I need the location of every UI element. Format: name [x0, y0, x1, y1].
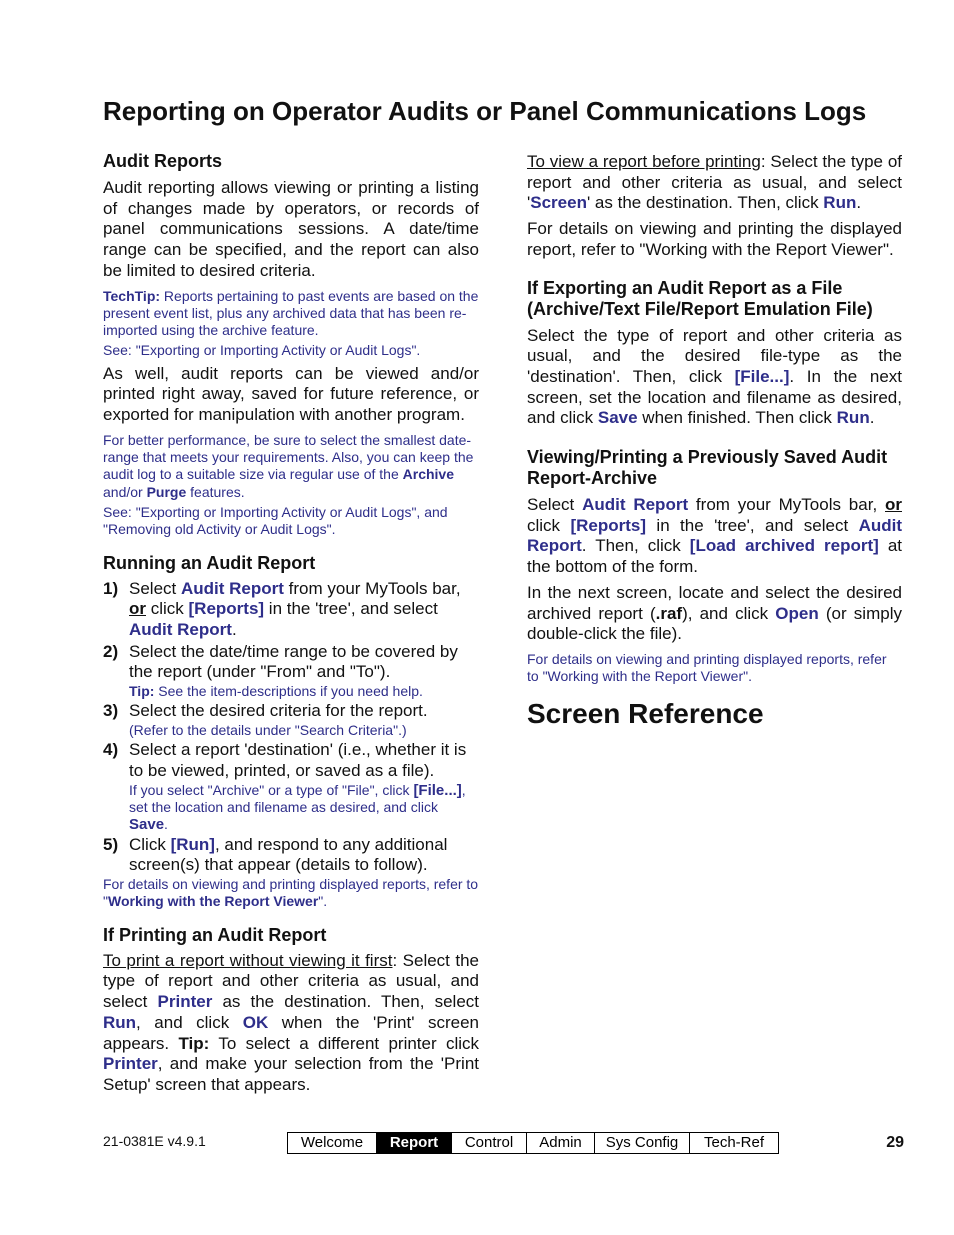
see-exporting-note: See: "Exporting or Importing Activity or Audit Logs". [103, 342, 421, 359]
para-text: ' as the destination. Then, click [586, 193, 824, 213]
para-text: , and click [136, 1012, 243, 1032]
tab-tech-ref[interactable]: Tech-Ref [703, 1134, 765, 1151]
tab-admin[interactable]: Admin [527, 1133, 595, 1153]
step-text: Select the desired criteria for the report. [129, 701, 428, 721]
step-text: Select [129, 578, 181, 598]
reports-button-ref: [Reports] [188, 599, 265, 619]
para-text: Select [527, 495, 583, 515]
exporting-heading: If Exporting an Audit Report as a File (Archive/Text File/Report Emulation File) [527, 277, 873, 319]
audit-report-link: Audit Report [180, 578, 284, 598]
para-text: at the bottom of the form. [527, 536, 902, 577]
run-ref: Run [103, 1012, 137, 1032]
para-text: . [856, 193, 862, 213]
step-text: Select the date/time range to be covered by the report (under "From" and "To"). [129, 641, 458, 682]
tip-label: Tip: [129, 683, 155, 700]
step-4-note [129, 782, 479, 834]
viewing-saved-paragraph [527, 495, 902, 578]
para-text: : Select the type of report and other criteria as usual, and select [103, 950, 479, 1012]
purge-term: Purge [146, 483, 187, 500]
and-or-text: and/or [103, 483, 147, 500]
reports-button-ref: [Reports] [570, 515, 647, 535]
exporting-paragraph [527, 326, 902, 430]
para-text: from your MyTools bar, [688, 495, 885, 515]
details-note [103, 876, 479, 911]
save-button-ref: Save [129, 816, 165, 834]
right-column [527, 150, 902, 730]
para-text: , and make your selection from the 'Print Setup' screen that appears. [103, 1054, 479, 1094]
para-text: as the destination. Then, select [212, 992, 479, 1012]
printer-ref: Printer [103, 1054, 158, 1074]
file-button-ref: [File...] [413, 781, 462, 799]
ok-ref: OK [242, 1012, 269, 1032]
or-text: or [885, 495, 902, 515]
audit-report-link: Audit Report [582, 495, 689, 515]
printing-heading: If Printing an Audit Report [103, 924, 327, 945]
left-column [103, 150, 479, 1096]
screen-ref: Screen [530, 193, 587, 213]
run-button-ref: [Run] [170, 834, 215, 854]
or-text: or [129, 599, 146, 619]
run-ref: Run [823, 193, 857, 213]
step-3 [103, 701, 479, 739]
para-text: (or simply double-click the file). [527, 603, 902, 644]
para-text: when the 'Print' screen appears. [103, 1012, 479, 1053]
para-text: when finished. Then click [637, 408, 837, 428]
audit-intro-paragraph: Audit reporting allows viewing or printing a listing of changes made by operators, or records of panel communications sessions. A date/time range can be specified, and the report can also be limited to desired criteria. [103, 178, 479, 280]
step-text: Select a report 'destination' (i.e., whether it is to be viewed, printed, or saved as a file). [129, 740, 467, 781]
audit-report-link: Audit Report [527, 515, 903, 556]
steps-list [103, 579, 479, 877]
as-well-paragraph: As well, audit reports can be viewed and/or printed right away, saved for future reference, or exported for manipulation with another program. [103, 363, 479, 425]
para-text: in the 'tree', and select [646, 515, 859, 535]
tab-report[interactable]: Report [377, 1133, 452, 1153]
document-id: 21-0381E v4.9.1 [103, 1133, 206, 1149]
viewing-saved-heading: Viewing/Printing a Previously Saved Audit Report-Archive [527, 447, 888, 489]
print-without-viewing: To print a report without viewing it first [103, 950, 393, 970]
printer-ref: Printer [157, 992, 213, 1012]
para-text: . In the next screen, set the location and filename as desired, and click [527, 366, 902, 428]
step-1 [103, 579, 479, 641]
details-note: For details on viewing and printing displayed reports, refer to "Working with the Report Viewer". [527, 650, 887, 685]
archive-term: Archive [402, 466, 454, 483]
see-removing-note: See: "Exporting or Importing Activity or Audit Logs", and "Removing old Activity or Audit Logs". [103, 504, 448, 538]
step-number: 4) [103, 740, 119, 760]
note-text: ". [318, 893, 328, 910]
step-text: from your MyTools bar, [283, 578, 461, 598]
running-report-heading: Running an Audit Report [103, 552, 316, 573]
para-text: In the next screen, locate and select the desired archived report ( [527, 582, 902, 623]
tab-welcome[interactable]: Welcome [288, 1133, 377, 1153]
para-text: Select the type of report and other criteria as usual, and the desired file-type as the 'destination'. Then, click [527, 325, 902, 386]
step-3-note: (Refer to the details under "Search Criteria".) [129, 722, 407, 739]
para-text: . Then, click [581, 536, 690, 556]
para-text: . [869, 408, 875, 428]
run-ref: Run [836, 408, 870, 428]
techtip-note [103, 288, 479, 340]
tab-control[interactable]: Control [452, 1133, 527, 1153]
step-text: , and respond to any additional screen(s) that appear (details to follow). [129, 834, 448, 875]
step-number: 3) [103, 701, 119, 721]
techtip-label: TechTip: [103, 287, 161, 304]
next-screen-paragraph [527, 583, 902, 645]
view-before-print-paragraph [527, 152, 902, 214]
performance-note [103, 432, 479, 501]
page-number: 29 [886, 1134, 904, 1151]
load-archived-ref: [Load archived report] [689, 536, 879, 556]
step-2-tip [129, 683, 479, 700]
note-text: If you select "Archive" or a type of "File", click [129, 781, 414, 798]
details-paragraph: For details on viewing and printing the displayed report, refer to "Working with the Report Viewer". [527, 219, 902, 259]
file-button-ref: [File...] [734, 366, 790, 386]
open-ref: Open [775, 603, 819, 623]
audit-reports-heading: Audit Reports [103, 151, 222, 171]
para-text: click [527, 515, 571, 535]
audit-report-link: Audit Report [129, 620, 232, 639]
tab-sys-config[interactable]: Sys Config [595, 1133, 690, 1153]
step-5 [103, 835, 479, 876]
step-2 [103, 642, 479, 701]
techtip-text: Reports pertaining to past events are based on the present event list, plus any archived data that has been re-imported using the archive feature. [103, 287, 479, 339]
note-text: , set the location and filename as desired, and click [129, 781, 466, 816]
step-text: . [231, 620, 237, 639]
tip-label: Tip: [178, 1033, 210, 1053]
save-ref: Save [597, 408, 638, 428]
para-text: : Select the type of report and other criteria as usual, and select ' [527, 152, 902, 213]
report-viewer-ref: Working with the Report Viewer [107, 893, 319, 910]
tip-text: See the item-descriptions if you need help. [154, 683, 423, 700]
step-number: 2) [103, 641, 119, 661]
page-title: Reporting on Operator Audits or Panel Communications Logs [103, 96, 867, 126]
step-4 [103, 740, 479, 833]
printing-paragraph [103, 951, 479, 1096]
para-text: To select a different printer click [209, 1033, 479, 1053]
step-text: click [146, 599, 189, 619]
features-text: features. [186, 483, 245, 500]
step-text: Click [129, 834, 171, 854]
para-text: ), and click [682, 603, 776, 623]
footer-nav-tabs [287, 1132, 779, 1154]
view-before-printing: To view a report before printing [527, 152, 761, 171]
step-number: 5) [103, 834, 119, 854]
screen-reference-heading: Screen Reference [527, 697, 764, 729]
raf-extension: .raf [655, 603, 683, 623]
step-text: in the 'tree', and select [264, 599, 438, 619]
note-text: For details on viewing and printing displayed reports, refer to " [103, 876, 479, 910]
note-text: . [164, 816, 168, 833]
step-number: 1) [103, 578, 119, 598]
performance-text: For better performance, be sure to select the smallest date-range that meets your requirements. Also, you can keep the audit log to a suitable size via regular use of the [103, 431, 474, 483]
